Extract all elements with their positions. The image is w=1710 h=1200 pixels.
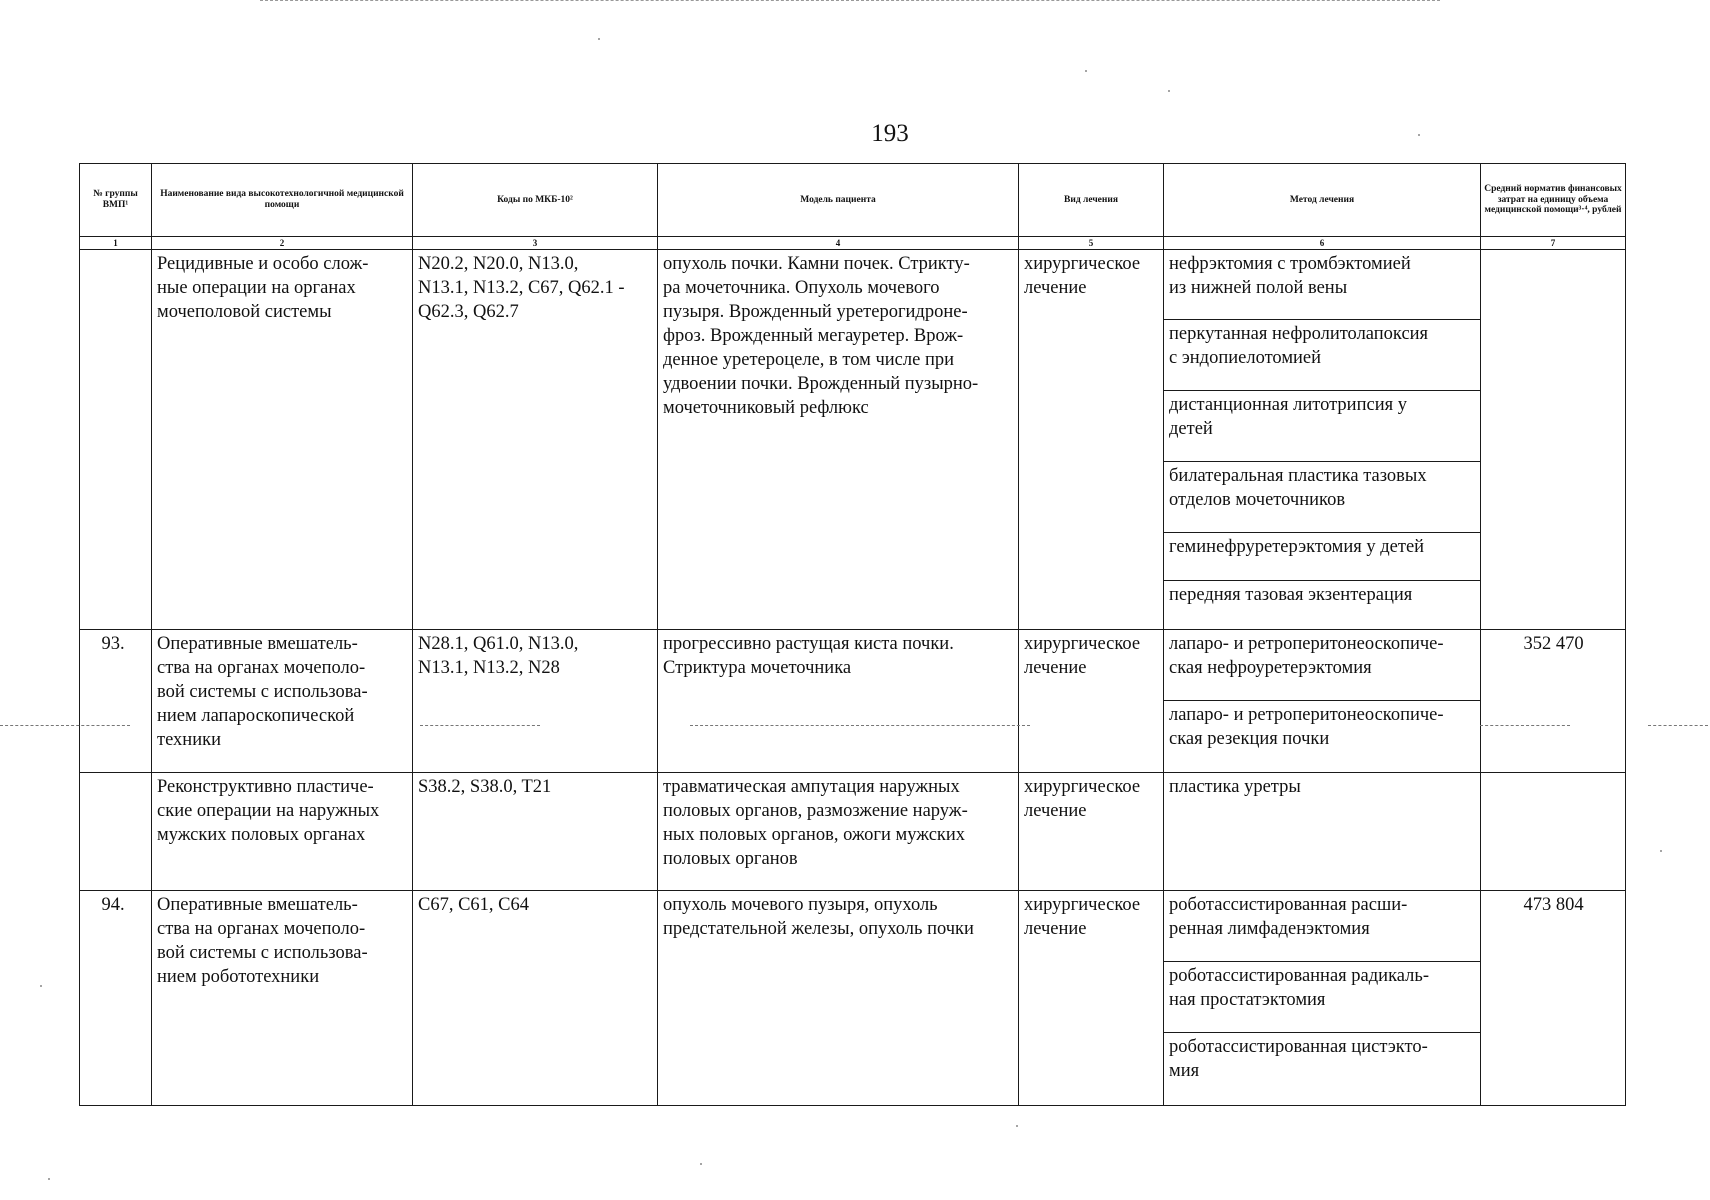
method-item: пластика уретры [1169,777,1301,797]
scan-speck [48,1178,50,1180]
treatment-type-cell: хирургическое лечение [1019,773,1164,891]
scan-fold-line [420,725,540,726]
care-type-name-cell: Реконструктивно пластиче- ские операции на наружных мужских половых органах [152,773,413,891]
table-row [80,891,1626,1106]
care-type-name-cell: Рецидивные и особо слож- ные операции на органах мочеполовой системы [152,250,413,630]
average-cost-cell [1481,773,1626,891]
header-row [80,164,1626,237]
column-number: 3 [413,237,658,250]
table-row [80,773,1626,891]
patient-model-cell: травматическая ампутация наружных половых органов, размозжение наруж- ных половых органов, ожоги мужских половых органов [658,773,1019,891]
method-item: билатеральная пластика тазовых отделов мочеточников [1164,462,1480,533]
patient-model-cell: опухоль почки. Камни почек. Стрикту- ра мочеточника. Опухоль мочевого пузыря. Врожденный уретерогидроне- фроз. Врожденный мегауретер. Врож- денное уретероцеле, в том числе при удвоении почки. Врожденный пузырно- мочеточниковый рефлюкс [658,250,1019,630]
method-item: передняя тазовая экзентерация [1169,585,1413,605]
treatment-methods-cell [1164,891,1481,1106]
header-treatment-type: Вид лечения [1019,164,1164,237]
scan-fold-line [1480,725,1570,726]
header-care-type-name: Наименование вида высокотехнологичной медицинской помощи [152,164,413,237]
scan-speck [1085,70,1087,72]
header-patient-model: Модель пациента [658,164,1019,237]
treatment-type-cell: хирургическое лечение [1019,630,1164,773]
icd-codes-cell: S38.2, S38.0, T21 [413,773,658,891]
methods-list [1164,630,1480,772]
scan-speck [1016,1125,1018,1127]
patient-model-cell: опухоль мочевого пузыря, опухоль предстательной железы, опухоль почки [658,891,1019,1106]
scan-fold-line [690,725,1030,726]
average-cost-cell: 473 804 [1481,891,1626,1106]
treatment-type-cell: хирургическое лечение [1019,891,1164,1106]
scan-speck [598,38,600,40]
scan-top-edge [260,0,1440,3]
header-treatment-method: Метод лечения [1164,164,1481,237]
method-item: роботассистированная расши- ренная лимфаденэктомия [1164,891,1480,962]
group-number-cell [80,773,152,891]
method-item: перкутанная нефролитолапоксия с эндопиелотомией [1164,320,1480,391]
page-number: 193 [871,120,909,147]
scan-speck [700,1163,702,1165]
group-number-cell: 93. [80,630,152,773]
scan-speck [1168,90,1170,92]
header-icd-codes: Коды по МКБ-10² [413,164,658,237]
table-row [80,630,1626,773]
scan-speck [40,985,42,987]
treatment-type-cell: хирургическое лечение [1019,250,1164,630]
treatment-methods-cell [1164,250,1481,630]
method-item: нефрэктомия с тромбэктомией из нижней полой вены [1164,250,1480,320]
header-average-cost: Средний норматив финансовых затрат на единицу объема медицинской помощи³·⁴, рублей [1481,164,1626,237]
patient-model-cell: прогрессивно растущая киста почки. Стриктура мочеточника [658,630,1019,773]
table-row [80,250,1626,630]
scan-speck [1418,134,1420,136]
care-type-name-cell: Оперативные вмешатель- ства на органах мочеполо- вой системы с использова- нием лапароскопической техники [152,630,413,773]
method-item: роботассистированная цистэкто- мия [1169,1037,1428,1081]
vmp-table [79,163,1626,1106]
scan-speck [1660,850,1662,852]
group-number-cell: 94. [80,891,152,1106]
method-item: геминефруретерэктомия у детей [1164,533,1480,581]
methods-list [1164,250,1480,629]
treatment-methods-cell [1164,630,1481,773]
icd-codes-cell: N28.1, Q61.0, N13.0, N13.1, N13.2, N28 [413,630,658,773]
care-type-name-cell: Оперативные вмешатель- ства на органах мочеполо- вой системы с использова- нием робототехники [152,891,413,1106]
average-cost-cell: 352 470 [1481,630,1626,773]
column-number: 4 [658,237,1019,250]
column-number: 5 [1019,237,1164,250]
column-number: 2 [152,237,413,250]
column-number: 1 [80,237,152,250]
column-number: 6 [1164,237,1481,250]
methods-list [1164,891,1480,1105]
method-item: лапаро- и ретроперитонеоскопиче- ская нефроуретерэктомия [1164,630,1480,701]
group-number-cell [80,250,152,630]
scan-fold-line [0,725,130,726]
method-item: роботассистированная радикаль- ная простатэктомия [1164,962,1480,1033]
method-item: дистанционная литотрипсия у детей [1164,391,1480,462]
icd-codes-cell: C67, C61, C64 [413,891,658,1106]
average-cost-cell [1481,250,1626,630]
column-numbers-row [80,237,1626,250]
treatment-methods-cell [1164,773,1481,891]
icd-codes-cell: N20.2, N20.0, N13.0, N13.1, N13.2, C67, Q62.1 - Q62.3, Q62.7 [413,250,658,630]
scan-fold-line [1648,725,1708,726]
column-number: 7 [1481,237,1626,250]
header-group-number: № группы ВМП¹ [80,164,152,237]
method-item: лапаро- и ретроперитонеоскопиче- ская резекция почки [1169,705,1444,749]
